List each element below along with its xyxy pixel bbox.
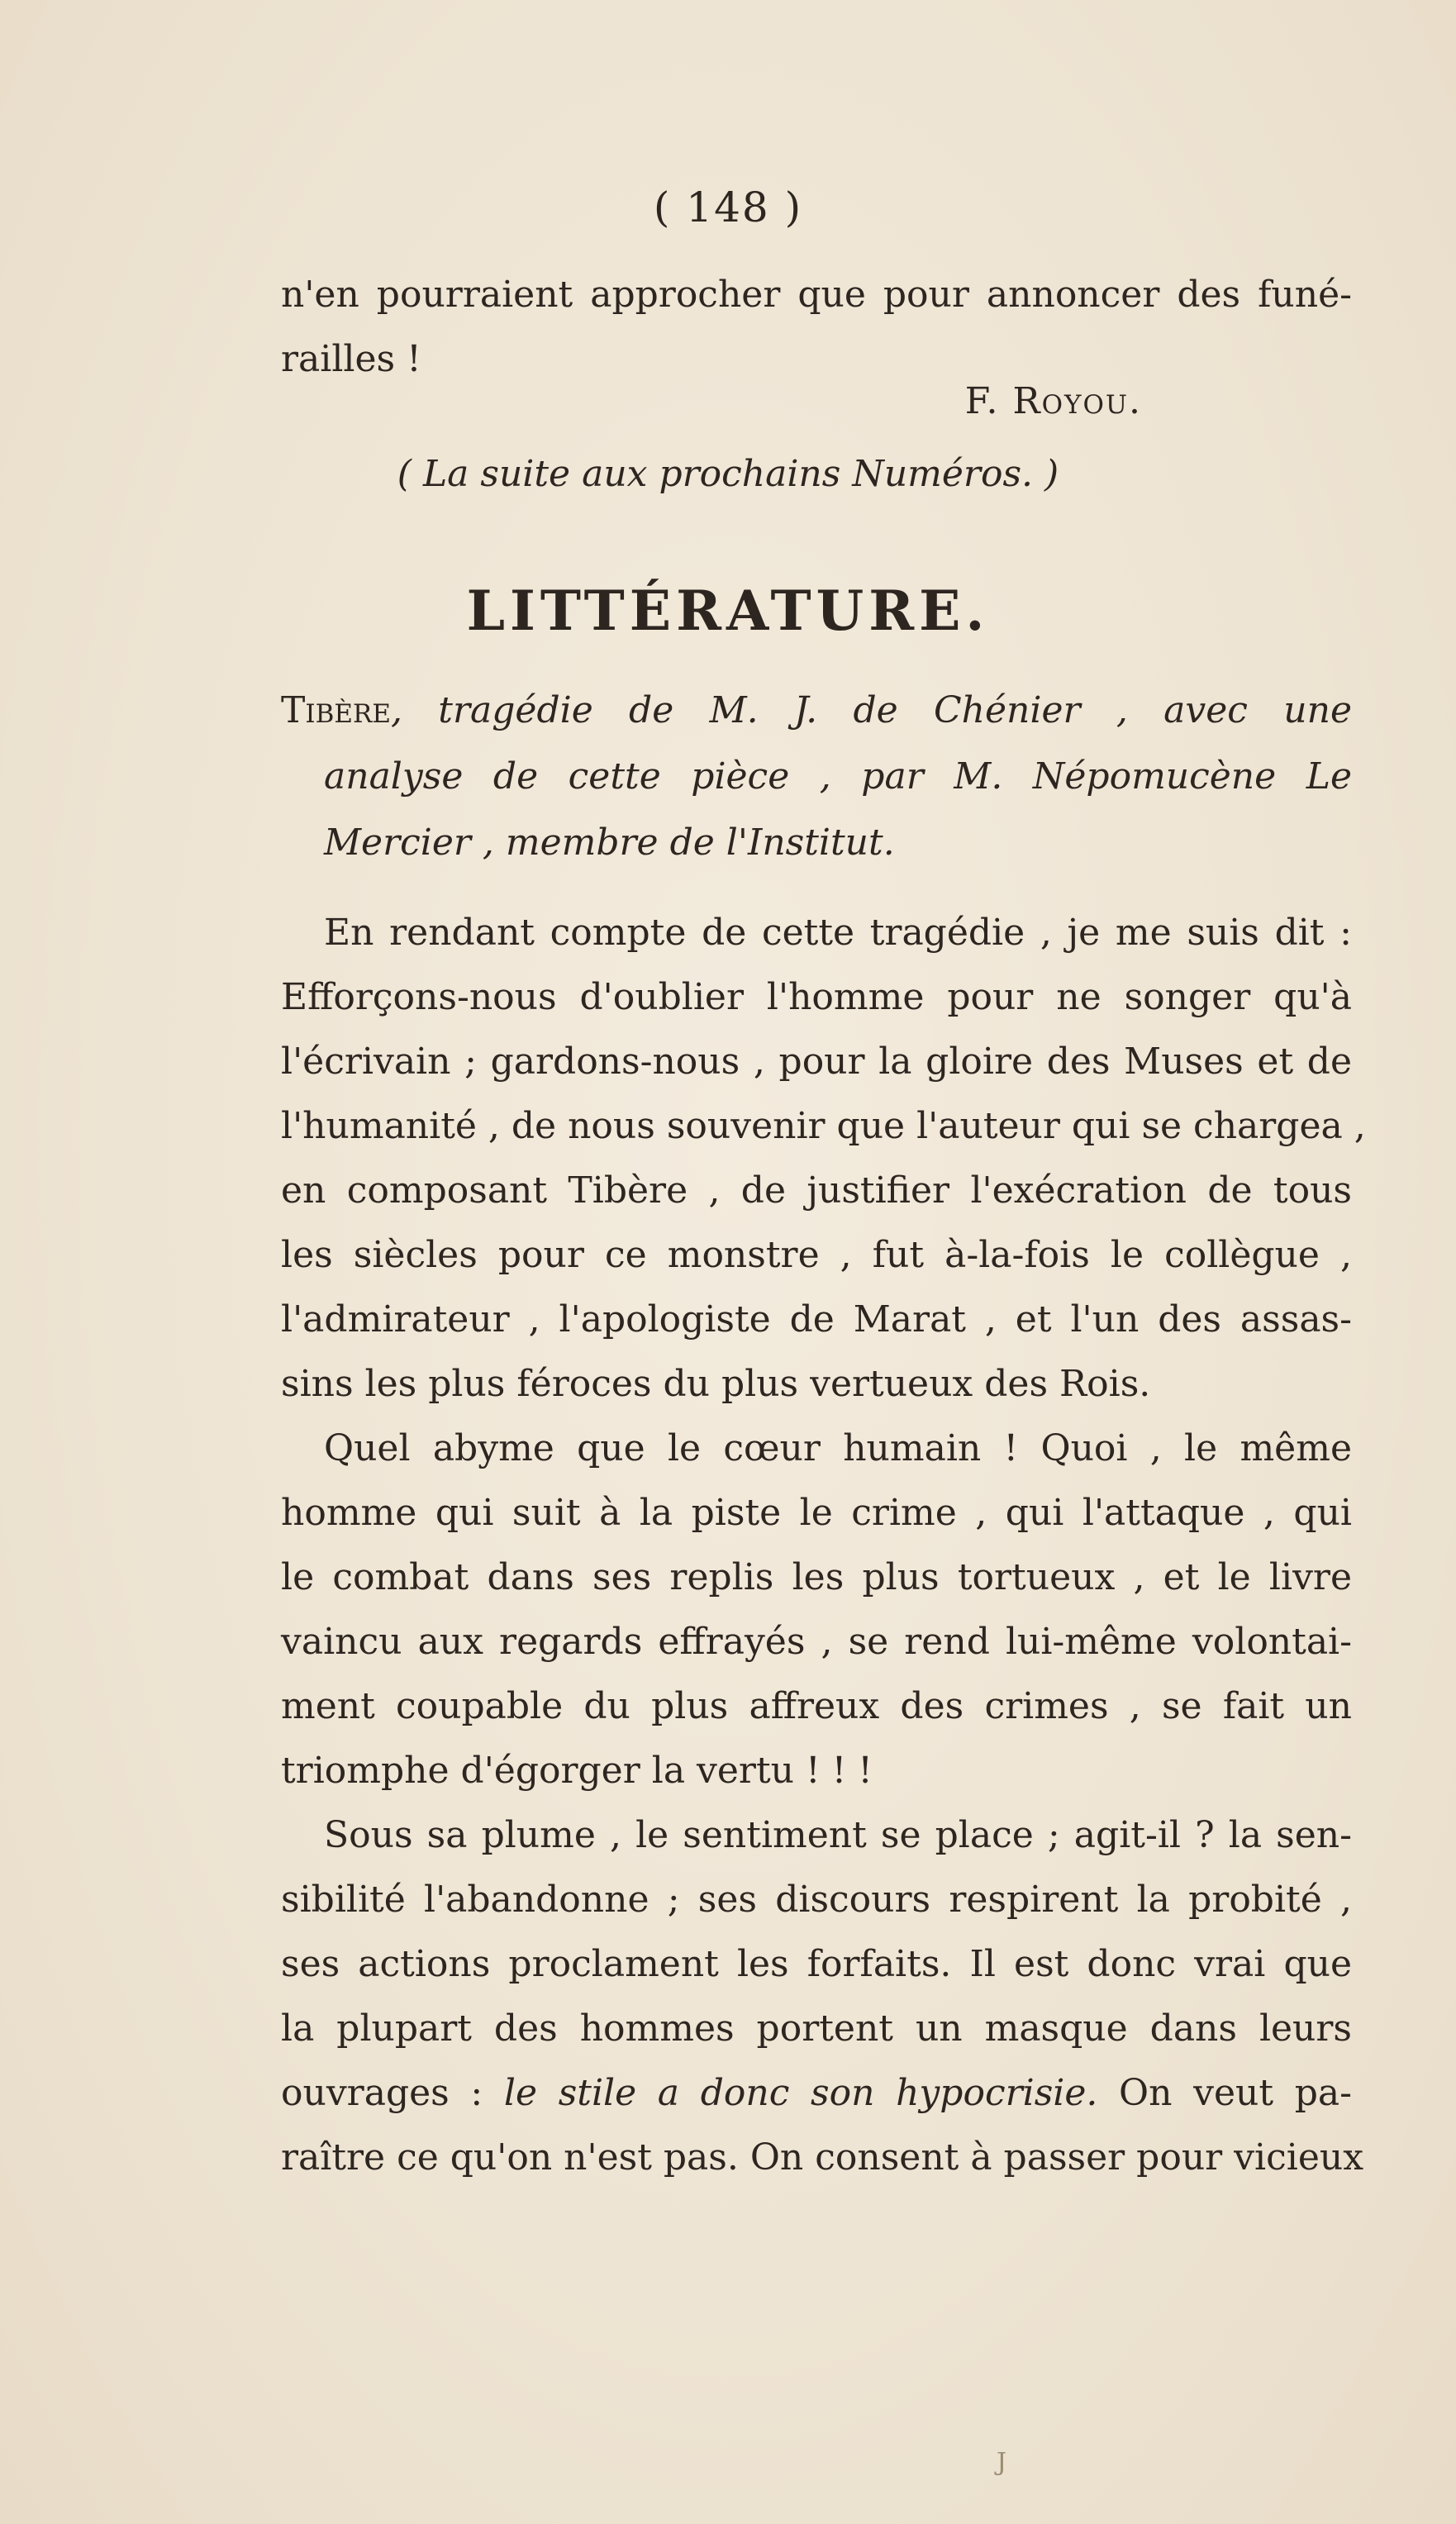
page-number: ( 148 )	[653, 183, 803, 231]
text-line: les siècles pour ce monstre , fut à-la-fois le collègue ,	[281, 1234, 1352, 1276]
text-line: la plupart des hommes portent un masque dans leurs	[281, 2007, 1352, 2050]
text-line: vaincu aux regards effrayés , se rend lui-même volontai-	[281, 1621, 1352, 1663]
text-line: le combat dans ses replis les plus tortueux , et le livre	[281, 1556, 1352, 1598]
text-line: railles !	[281, 338, 421, 380]
article-body	[281, 901, 1366, 2190]
emphasized-text: le stile a donc son hypocrisie.	[503, 2072, 1098, 2114]
signature-initial: F.	[964, 380, 1000, 422]
signature-name: Royou.	[1012, 380, 1142, 422]
review-heading-line: Mercier , membre de l'Institut.	[324, 821, 895, 864]
continuation-note	[0, 453, 1456, 495]
text-line: ses actions proclament les forfaits. Il est donc vrai que	[281, 1943, 1352, 1985]
text-line: En rendant compte de cette tragédie , je me suis dit :	[324, 912, 1352, 954]
text-segment: On veut pa-	[1097, 2072, 1352, 2114]
section-title: LITTÉRATURE.	[466, 579, 990, 643]
text-line: l'humanité , de nous souvenir que l'auteur qui se chargea ,	[281, 1105, 1366, 1147]
text-line: n'en pourraient approcher que pour annoncer des funé-	[281, 274, 1352, 316]
text-line: sibilité l'abandonne ; ses discours respirent la probité ,	[281, 1879, 1352, 1921]
author-signature	[965, 380, 1142, 422]
reviewed-work-details: , tragédie de M. J. de Chénier , avec une	[390, 689, 1352, 731]
review-heading-line: analyse de cette pièce , par M. Népomucène Le	[324, 755, 1352, 798]
text-line: homme qui suit à la piste le crime , qui l'attaque , qui	[281, 1492, 1352, 1534]
text-line: triomphe d'égorger la vertu ! ! !	[281, 1750, 873, 1792]
text-line	[281, 2061, 1352, 2126]
text-line: raître ce qu'on n'est pas. On consent à passer pour vicieux	[281, 2136, 1364, 2179]
text-line: ment coupable du plus affreux des crimes , se fait un	[281, 1685, 1352, 1727]
text-line: sins les plus féroces du plus vertueux des Rois.	[281, 1363, 1151, 1405]
text-line: l'admirateur , l'apologiste de Marat , et l'un des assas-	[281, 1298, 1352, 1341]
reviewed-work-title: Tibère	[281, 689, 391, 731]
continuation-note-text: ( La suite aux prochains Numéros. )	[397, 453, 1059, 495]
signature-mark: J	[997, 2448, 1007, 2477]
review-heading	[281, 678, 1352, 876]
text-segment: ouvrages :	[281, 2072, 504, 2114]
review-heading-line	[281, 678, 1352, 744]
text-line: Sous sa plume , le sentiment se place ; agit-il ? la sen-	[324, 1814, 1352, 1856]
text-line: l'écrivain ; gardons-nous , pour la gloire des Muses et de	[281, 1041, 1352, 1083]
opening-text	[281, 263, 1352, 392]
text-line: en composant Tibère , de justifier l'exécration de tous	[281, 1169, 1352, 1212]
text-line: Efforçons-nous d'oublier l'homme pour ne songer qu'à	[281, 976, 1352, 1018]
text-line: Quel abyme que le cœur humain ! Quoi , le même	[324, 1427, 1352, 1469]
